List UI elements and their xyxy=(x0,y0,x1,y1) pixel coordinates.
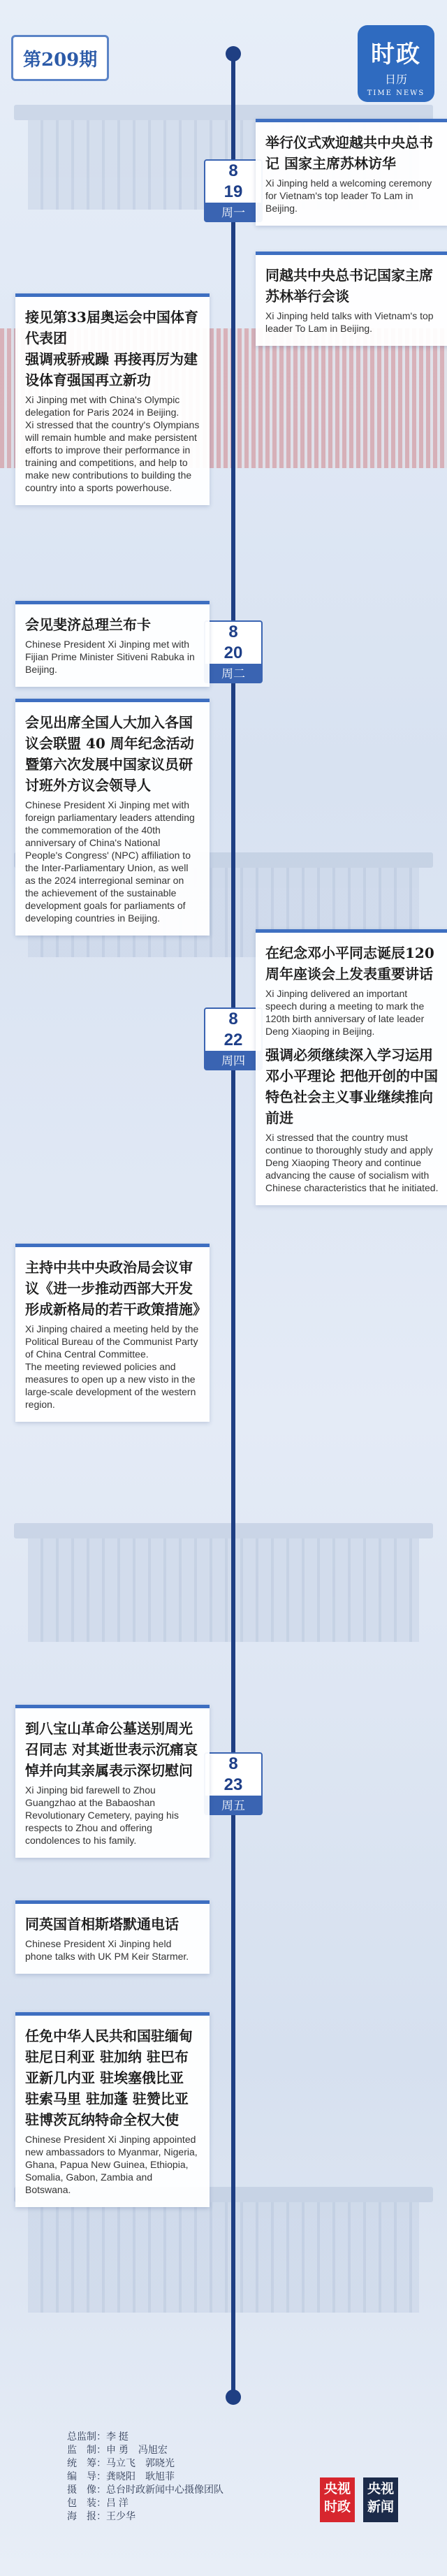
credits xyxy=(67,2430,224,2523)
event-title-cn: 会见出席全国人大加入各国议会联盟 40 周年纪念活动暨第六次发展中国家议员研讨班外方议会领导人 xyxy=(25,714,194,794)
event-title-cn: 举行仪式欢迎越共中央总书记 国家主席苏林访华 xyxy=(265,134,433,172)
credit-line: 总监制：李 挺 xyxy=(67,2431,129,2442)
event-title-cn: 主持中共中央政治局会议审议《进一步推动西部大开发形成新格局的若干政策措施》 xyxy=(25,1259,207,1318)
event-title-cn: 同越共中央总书记国家主席苏林举行会谈 xyxy=(265,267,433,305)
date-day: 23 xyxy=(224,1775,243,1794)
event-subtitle-cn: 强调必须继续深入学习运用邓小平理论 把他开创的中国特色社会主义事业继续推向前进 xyxy=(265,1047,438,1126)
event-card-zhou-guangzhao-farewell xyxy=(15,1705,210,1858)
event-desc-en: Xi Jinping bid farewell to Zhou Guangzhao at the Babaoshan Revolutionary Cemetery, paying his respects to Zhou and offering condolences to his family. xyxy=(25,1784,179,1846)
credit-line: 统 筹：马立飞 郭晓光 xyxy=(67,2457,175,2468)
background-building xyxy=(0,1523,447,1642)
event-desc-en: Xi Jinping met with China's Olympic delegation for Paris 2024 in Beijing. Xi stressed that the country's Olympians will remain humble and make persistent efforts to improve their performance in training and competitions, and help to make new contributions to building the country into a sports powerhouse. xyxy=(25,394,200,493)
event-desc-en: Xi Jinping held talks with Vietnam's top leader To Lam in Beijing. xyxy=(265,310,434,334)
event-card-politburo-meeting xyxy=(15,1244,210,1422)
event-title-cn: 会见斐济总理兰布卡 xyxy=(25,616,151,633)
date-month: 8 xyxy=(228,161,238,180)
date-day: 22 xyxy=(224,1031,243,1049)
event-card-fiji-pm xyxy=(15,601,210,687)
event-subdesc-en: Xi stressed that the country must continue to thoroughly study and apply Deng Xiaoping Theory and continue advancing the cause of socialism with Chinese characteristics that he initiated. xyxy=(265,1132,439,1193)
event-title-cn: 同英国首相斯塔默通电话 xyxy=(25,1916,179,1933)
event-card-olympic-delegation xyxy=(15,293,210,505)
event-card-deng-xiaoping-speech xyxy=(256,929,447,1205)
issue-badge: 第209期 xyxy=(11,35,109,81)
logo-english: TIME NEWS xyxy=(367,89,425,97)
date-weekday: 周四 xyxy=(204,1052,263,1070)
credit-line: 包 装：吕 洋 xyxy=(67,2497,129,2508)
time-news-logo xyxy=(358,25,434,102)
event-desc-en: Chinese President Xi Jinping met with Fijian Prime Minister Sitiveni Rabuka in Beijing. xyxy=(25,639,195,675)
timeline-end-dot xyxy=(226,2389,241,2405)
event-desc-en: Chinese President Xi Jinping held phone talks with UK PM Keir Starmer. xyxy=(25,1938,189,1962)
logo-text: 时政 xyxy=(371,41,421,68)
date-month: 8 xyxy=(228,623,238,641)
event-title-cn: 接见第33届奥运会中国体育代表团 强调戒骄戒躁 再接再厉为建设体育强国再立新功 xyxy=(25,309,198,388)
date-day: 19 xyxy=(224,182,243,201)
event-card-ipu-leaders xyxy=(15,699,210,936)
date-marker xyxy=(204,1752,263,1815)
event-desc-en: Xi Jinping held a welcoming ceremony for Vietnam's top leader To Lam in Beijing. xyxy=(265,177,432,214)
event-desc-en: Chinese President Xi Jinping met with foreign parliamentary leaders attending the commemoration of the 40th anniversary of China's National People's Congress' (NPC) affiliation to the Inter-Parliamentary Union, as well as the 2024 interregional seminar on the achievement of the sustainable development goals for parliaments of developing countries in Beijing. xyxy=(25,799,195,924)
event-desc-en: Xi Jinping delivered an important speech during a meeting to mark the 120th birth anniversary of late leader Deng Xiaoping in Beijing. xyxy=(265,988,425,1037)
date-marker xyxy=(204,159,263,222)
event-desc-en: Chinese President Xi Jinping appointed new ambassadors to Myanmar, Nigeria, Ghana, Papua New Guinea, Ethiopia, Somalia, Gabon, Zambia and Botswana. xyxy=(25,2134,198,2195)
event-title-cn: 在纪念邓小平同志诞辰120周年座谈会上发表重要讲话 xyxy=(265,945,434,982)
event-title-cn: 任免中华人民共和国驻缅甸 驻尼日利亚 驻加纳 驻巴布亚新几内亚 驻埃塞俄比亚 驻索马里 驻加蓬 驻赞比亚 驻博茨瓦纳特命全权大使 xyxy=(25,2028,193,2128)
logo-subtext: 日历 xyxy=(384,73,407,86)
credit-line: 海 报：王少华 xyxy=(67,2510,135,2522)
credit-line: 编 导：龚晓阳 耿旭菲 xyxy=(67,2471,175,2482)
event-card-uk-phone-call xyxy=(15,1900,210,1974)
credit-line: 摄 像：总台时政新闻中心摄像团队 xyxy=(67,2484,224,2495)
cctv-news-logo: 央视新闻 xyxy=(363,2477,398,2522)
event-card-ambassadors xyxy=(15,2012,210,2207)
event-desc-en: Xi Jinping chaired a meeting held by the Political Bureau of the Communist Party of China Central Committee. The meeting reviewed policies and measures to open up a new visto in the large-scale development of the western region. xyxy=(25,1323,199,1410)
event-card-welcome-ceremony xyxy=(256,119,447,226)
date-month: 8 xyxy=(228,1754,238,1773)
date-marker xyxy=(204,620,263,683)
cctv-politics-logo: 央视时政 xyxy=(320,2477,355,2522)
timeline-axis xyxy=(231,54,235,2395)
date-weekday: 周五 xyxy=(204,1797,263,1815)
event-title-cn: 到八宝山革命公墓送别周光召同志 对其逝世表示沉痛哀悼并向其亲属表示深切慰问 xyxy=(25,1720,198,1779)
date-marker xyxy=(204,1007,263,1070)
date-day: 20 xyxy=(224,643,243,662)
event-card-talks-vietnam xyxy=(256,252,447,346)
date-month: 8 xyxy=(228,1010,238,1028)
credit-line: 监 制：申 勇 冯旭宏 xyxy=(67,2444,168,2455)
date-weekday: 周二 xyxy=(204,665,263,683)
date-weekday: 周一 xyxy=(204,204,263,222)
